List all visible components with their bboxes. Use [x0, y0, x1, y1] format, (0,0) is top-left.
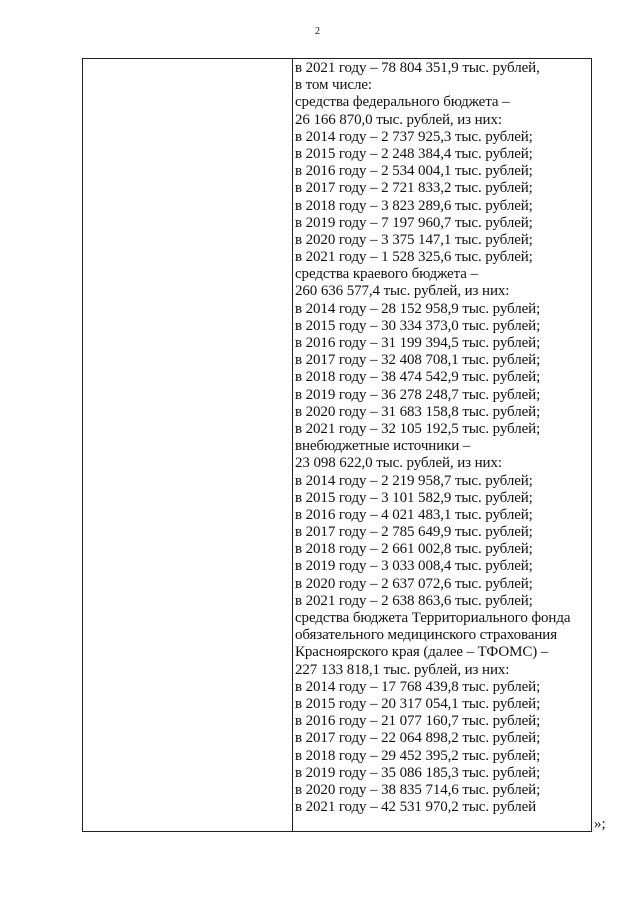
funding-line: в 2015 году – 20 317 054,1 тыс. рублей; [295, 695, 541, 712]
closing-quote: »; [594, 816, 606, 832]
funding-line: в 2019 году – 36 278 248,7 тыс. рублей; [295, 386, 541, 403]
funding-line: в 2019 году – 3 033 008,4 тыс. рублей; [295, 558, 533, 575]
funding-line: в 2016 году – 4 021 483,1 тыс. рублей; [295, 506, 533, 523]
funding-line: в 2019 году – 35 086 185,3 тыс. рублей; [295, 764, 541, 781]
funding-table [82, 58, 592, 832]
funding-line: в 2021 году – 1 528 325,6 тыс. рублей; [295, 249, 533, 266]
funding-line: в 2015 году – 30 334 373,0 тыс. рублей; [295, 317, 541, 334]
funding-line: в 2018 году – 29 452 395,2 тыс. рублей; [295, 747, 541, 764]
funding-line: в 2014 году – 2 219 958,7 тыс. рублей; [295, 472, 533, 489]
funding-line: внебюджетные источники – [295, 438, 471, 455]
funding-line: в 2021 году – 78 804 351,9 тыс. рублей, [295, 60, 540, 76]
funding-details-cell [295, 60, 591, 816]
funding-line: в 2018 году – 3 823 289,6 тыс. рублей; [295, 197, 533, 214]
funding-line: средства федерального бюджета – [295, 94, 510, 111]
funding-line: в 2016 году – 31 199 394,5 тыс. рублей; [295, 335, 541, 351]
funding-line: в 2021 году – 2 638 863,6 тыс. рублей; [295, 592, 533, 609]
funding-line: в 2019 году – 7 197 960,7 тыс. рублей; [295, 214, 533, 231]
funding-line: в 2020 году – 31 683 158,8 тыс. рублей; [295, 403, 541, 420]
funding-line: в 2014 году – 17 768 439,8 тыс. рублей; [295, 678, 541, 695]
funding-line: 23 098 622,0 тыс. рублей, из них: [295, 455, 502, 472]
funding-line: обязательного медицинского страхования [295, 627, 558, 644]
funding-line: средства бюджета Территориального фонда [295, 610, 571, 626]
funding-line: в 2015 году – 3 101 582,9 тыс. рублей; [295, 489, 533, 506]
funding-line: Красноярского края (далее – ТФОМС) – [295, 644, 549, 661]
funding-line: в 2016 году – 21 077 160,7 тыс. рублей; [295, 713, 541, 730]
funding-line: в 2017 году – 22 064 898,2 тыс. рублей; [295, 730, 541, 747]
funding-line: в 2020 году – 2 637 072,6 тыс. рублей; [295, 575, 533, 592]
funding-line: в 2017 году – 2 721 833,2 тыс. рублей; [295, 180, 533, 197]
funding-line: в 2016 году – 2 534 004,1 тыс. рублей; [295, 163, 533, 180]
funding-line: в 2021 году – 42 531 970,2 тыс. рублей [295, 799, 537, 816]
funding-line: в 2017 году – 2 785 649,9 тыс. рублей; [295, 524, 533, 541]
funding-line: в 2020 году – 38 835 714,6 тыс. рублей; [295, 781, 541, 798]
funding-line: в 2015 году – 2 248 384,4 тыс. рублей; [295, 145, 533, 162]
funding-line: в том числе: [295, 77, 372, 94]
funding-line: в 2017 году – 32 408 708,1 тыс. рублей; [295, 352, 541, 369]
funding-line: в 2018 году – 2 661 002,8 тыс. рублей; [295, 541, 533, 558]
column-divider [292, 59, 293, 831]
funding-line: в 2014 году – 2 737 925,3 тыс. рублей; [295, 128, 533, 145]
page-number: 2 [315, 26, 320, 37]
funding-line: в 2021 году – 32 105 192,5 тыс. рублей; [295, 420, 541, 437]
funding-line: 227 133 818,1 тыс. рублей, из них: [295, 661, 510, 678]
funding-line: в 2014 году – 28 152 958,9 тыс. рублей; [295, 300, 541, 317]
funding-line: 26 166 870,0 тыс. рублей, из них: [295, 111, 502, 128]
funding-line: 260 636 577,4 тыс. рублей, из них: [295, 283, 510, 300]
funding-line: средства краевого бюджета – [295, 266, 478, 283]
funding-line: в 2020 году – 3 375 147,1 тыс. рублей; [295, 231, 533, 248]
funding-line: в 2018 году – 38 474 542,9 тыс. рублей; [295, 369, 541, 386]
